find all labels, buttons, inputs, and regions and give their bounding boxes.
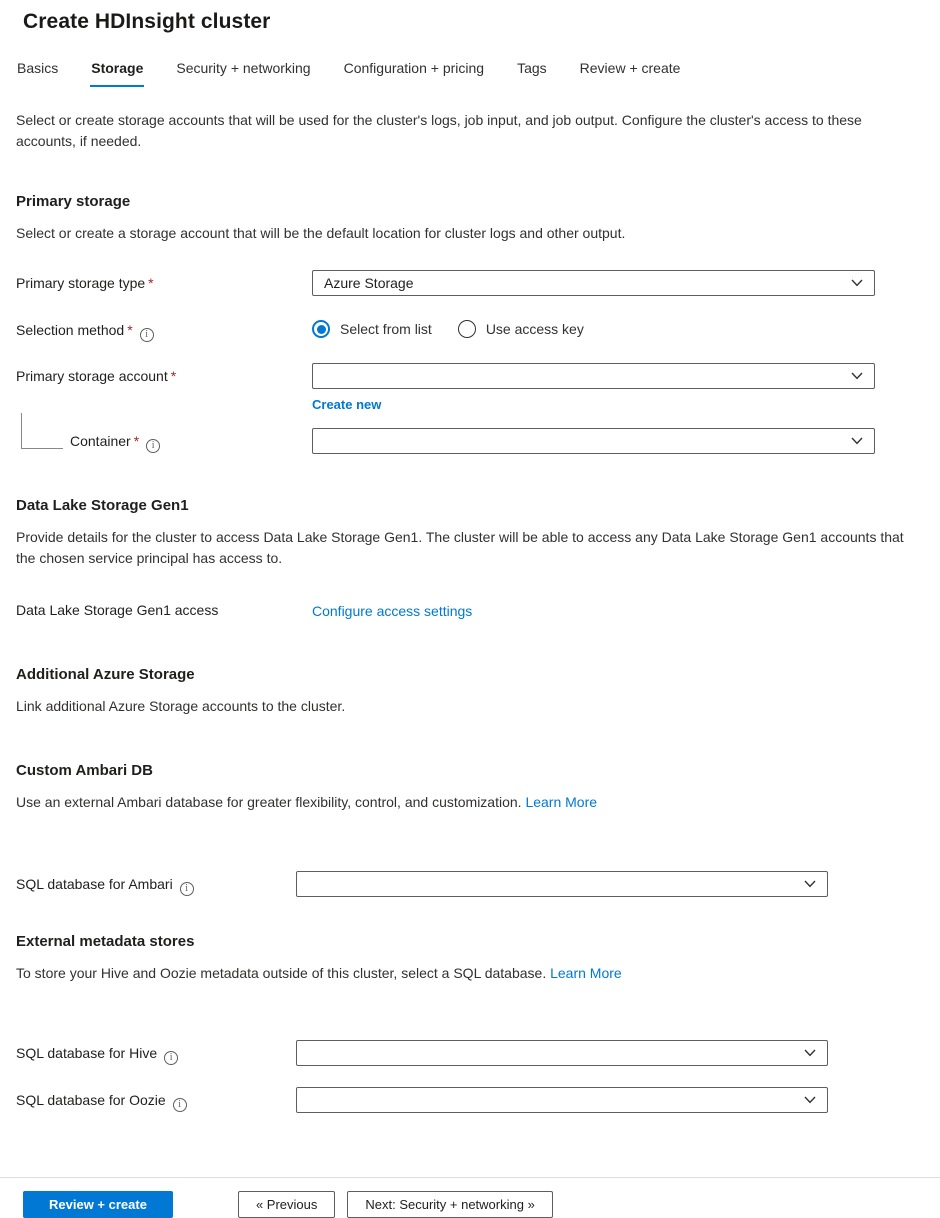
chevron-down-icon [851,279,863,287]
sql-oozie-row [16,1087,924,1113]
selection-method-radio-group [312,317,584,338]
radio-selected-icon [312,320,330,338]
primary-storage-description: Select or create a storage account that will be the default location for cluster logs and other output. [16,225,626,241]
info-icon[interactable]: i [173,1098,187,1112]
datalake-description: Provide details for the cluster to access Data Lake Storage Gen1. The cluster will be able to access any Data Lake Storage Gen1 accounts that the chosen service principal has access to. [16,529,904,566]
additional-storage-description: Link additional Azure Storage accounts to the cluster. [16,698,346,714]
datalake-access-row [16,602,924,619]
create-new-link[interactable]: Create new [312,397,382,412]
page-title: Create HDInsight cluster [23,10,271,33]
sql-ambari-row [16,871,924,897]
tab-storage[interactable]: Storage [90,60,144,87]
primary-storage-type-value: Azure Storage [324,275,414,291]
required-asterisk: * [127,322,133,338]
tab-basics[interactable]: Basics [17,60,59,76]
chevron-down-icon [851,372,863,380]
metadata-stores-description: To store your Hive and Oozie metadata outside of this cluster, select a SQL database. Learn More [16,965,622,981]
sql-hive-label: SQL database for Hive i [16,1040,296,1065]
next-button[interactable]: Next: Security + networking » [347,1191,552,1218]
footer-divider [0,1177,940,1178]
tab-configuration-pricing[interactable]: Configuration + pricing [343,60,485,76]
metadata-stores-heading: External metadata stores [16,933,195,950]
chevron-down-icon [804,1096,816,1104]
container-row [16,428,924,454]
primary-storage-account-dropdown[interactable] [312,363,875,389]
sql-hive-row [16,1040,924,1066]
primary-storage-account-row [16,363,924,412]
configure-access-settings-link[interactable]: Configure access settings [312,603,473,619]
sql-oozie-label: SQL database for Oozie i [16,1087,296,1112]
chevron-down-icon [804,1049,816,1057]
ambari-description: Use an external Ambari database for greater flexibility, control, and customization. Learn More [16,794,598,810]
review-create-button[interactable]: Review + create [23,1191,173,1218]
datalake-heading: Data Lake Storage Gen1 [16,497,189,514]
radio-use-access-key[interactable]: Use access key [458,320,584,338]
primary-storage-type-dropdown[interactable] [312,270,875,296]
selection-method-row [16,317,924,342]
tree-connector-line [21,413,63,449]
storage-tab-intro: Select or create storage accounts that will be used for the cluster's logs, job input, and job output. Configure the cluster's access to these accounts, if needed. [16,112,862,149]
sql-ambari-label: SQL database for Ambari i [16,871,296,896]
metadata-learn-more-link[interactable]: Learn More [550,965,622,981]
required-asterisk: * [148,275,154,291]
tab-review-create[interactable]: Review + create [579,60,681,76]
primary-storage-type-label: Primary storage type * [16,275,154,291]
sql-hive-dropdown[interactable] [296,1040,828,1066]
datalake-access-label: Data Lake Storage Gen1 access [16,602,219,618]
info-icon[interactable]: i [164,1051,178,1065]
primary-storage-heading: Primary storage [16,193,131,210]
additional-storage-heading: Additional Azure Storage [16,666,195,683]
tab-security-networking[interactable]: Security + networking [176,60,311,76]
ambari-heading: Custom Ambari DB [16,762,153,779]
primary-storage-account-label: Primary storage account * [16,368,177,384]
selection-method-label: Selection method * i [16,317,312,342]
radio-unselected-icon [458,320,476,338]
radio-select-from-list[interactable]: Select from list [312,320,432,338]
sql-ambari-dropdown[interactable] [296,871,828,897]
info-icon[interactable]: i [140,328,154,342]
sql-oozie-dropdown[interactable] [296,1087,828,1113]
previous-button[interactable]: « Previous [238,1191,335,1218]
chevron-down-icon [804,880,816,888]
chevron-down-icon [851,437,863,445]
container-dropdown[interactable] [312,428,875,454]
ambari-learn-more-link[interactable]: Learn More [525,794,598,810]
info-icon[interactable]: i [146,439,160,453]
container-label: Container * i [16,428,312,453]
required-asterisk: * [133,433,140,449]
wizard-tabs [16,60,924,87]
info-icon[interactable]: i [180,882,194,896]
primary-storage-form [16,270,924,454]
primary-storage-type-row [16,270,924,296]
tab-tags[interactable]: Tags [517,60,547,76]
required-asterisk: * [170,368,177,384]
